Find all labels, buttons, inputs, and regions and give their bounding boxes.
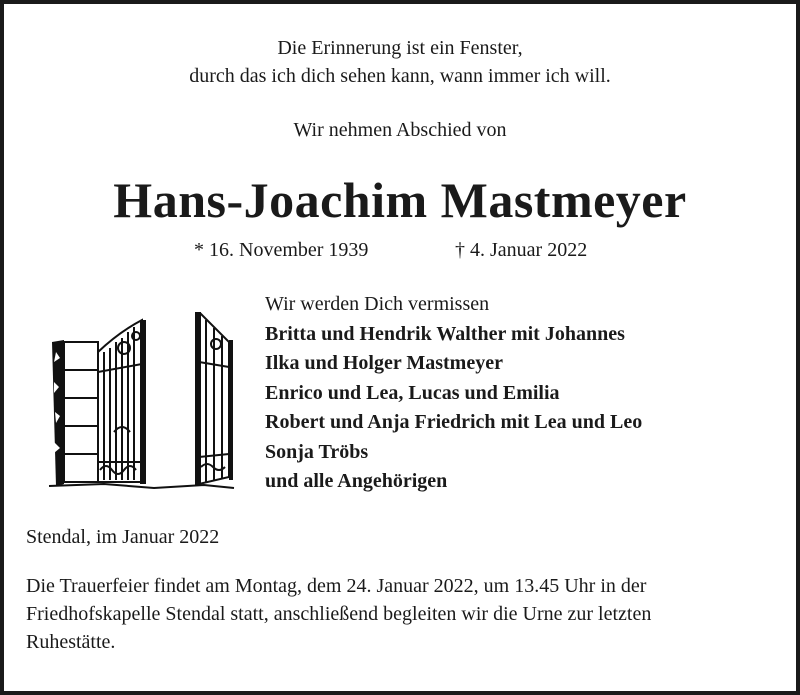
mourner-name: Sonja Tröbs — [265, 440, 369, 463]
farewell-intro: Wir nehmen Abschied von — [293, 119, 507, 141]
mourners-heading: Wir werden Dich vermissen — [265, 293, 490, 315]
mourner-name: Robert und Anja Friedrich mit Lea und Leo — [265, 411, 643, 433]
funeral-line-1: Die Trauerfeier findet am Montag, dem 24. Januar 2022, um 13.45 Uhr in der — [26, 575, 647, 597]
mourner-name: Enrico und Lea, Lucas und Emilia — [265, 381, 560, 404]
death-date: † 4. Januar 2022 — [455, 239, 588, 261]
deceased-name: Hans-Joachim Mastmeyer — [113, 172, 687, 228]
funeral-line-3: Ruhestätte. — [26, 631, 116, 653]
mourner-name: Ilka und Holger Mastmeyer — [265, 352, 503, 374]
quote-line-2: durch das ich dich sehen kann, wann immer ich will. — [189, 65, 611, 87]
birth-date: * 16. November 1939 — [194, 239, 369, 261]
mourners-list — [265, 290, 642, 497]
quote-line-1: Die Erinnerung ist ein Fenster, — [277, 37, 523, 59]
mourner-name: und alle Angehörigen — [265, 470, 448, 492]
funeral-line-2: Friedhofskapelle Stendal statt, anschließend begleiten wir die Urne zur letzten — [26, 603, 652, 625]
place-date: Stendal, im Januar 2022 — [26, 526, 220, 548]
open-gate-icon — [44, 312, 244, 497]
mourner-name: Britta und Hendrik Walther mit Johannes — [265, 322, 625, 345]
